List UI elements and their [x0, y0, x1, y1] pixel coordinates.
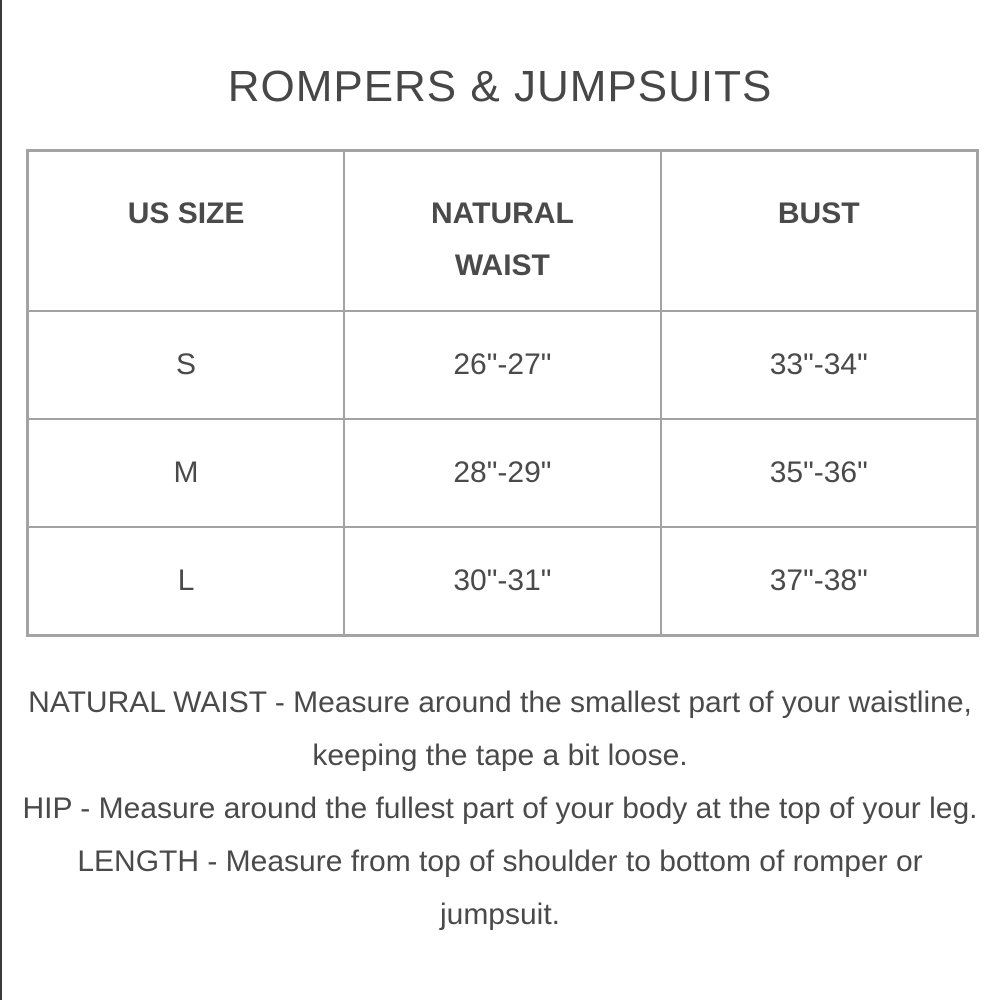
- size-chart-header: [28, 151, 978, 311]
- table-row: [28, 311, 978, 419]
- note-hip: HIP - Measure around the fullest part of your body at the top of your leg.: [22, 792, 978, 825]
- left-edge-line: [0, 0, 2, 1000]
- header-row: [28, 151, 978, 311]
- waist-cell: 30"-31": [344, 527, 661, 636]
- note-natural-waist: NATURAL WAIST - Measure around the smallest part of your waistline, keeping the tape a bit loose.: [28, 686, 972, 772]
- size-cell: S: [28, 311, 345, 419]
- header-bust: [661, 151, 978, 311]
- waist-cell: 26"-27": [344, 311, 661, 419]
- size-chart-body: [28, 311, 978, 636]
- size-chart-table: [26, 149, 979, 637]
- header-natural-waist-label: NATURAL WAIST: [431, 197, 574, 282]
- bust-cell: 35"-36": [661, 419, 978, 527]
- size-cell: M: [28, 419, 345, 527]
- table-row: [28, 419, 978, 527]
- header-natural-waist: [344, 151, 661, 311]
- waist-cell: 28"-29": [344, 419, 661, 527]
- size-cell: L: [28, 527, 345, 636]
- header-bust-label: BUST: [777, 197, 860, 230]
- measurement-notes: [18, 676, 982, 941]
- header-us-size: [28, 151, 345, 311]
- bust-cell: 37"-38": [661, 527, 978, 636]
- bust-cell: 33"-34": [661, 311, 978, 419]
- header-us-size-label: US SIZE: [127, 197, 245, 230]
- note-length: LENGTH - Measure from top of shoulder to bottom of romper or jumpsuit.: [77, 845, 923, 931]
- table-row: [28, 527, 978, 636]
- page-title: ROMPERS & JUMPSUITS: [227, 62, 773, 112]
